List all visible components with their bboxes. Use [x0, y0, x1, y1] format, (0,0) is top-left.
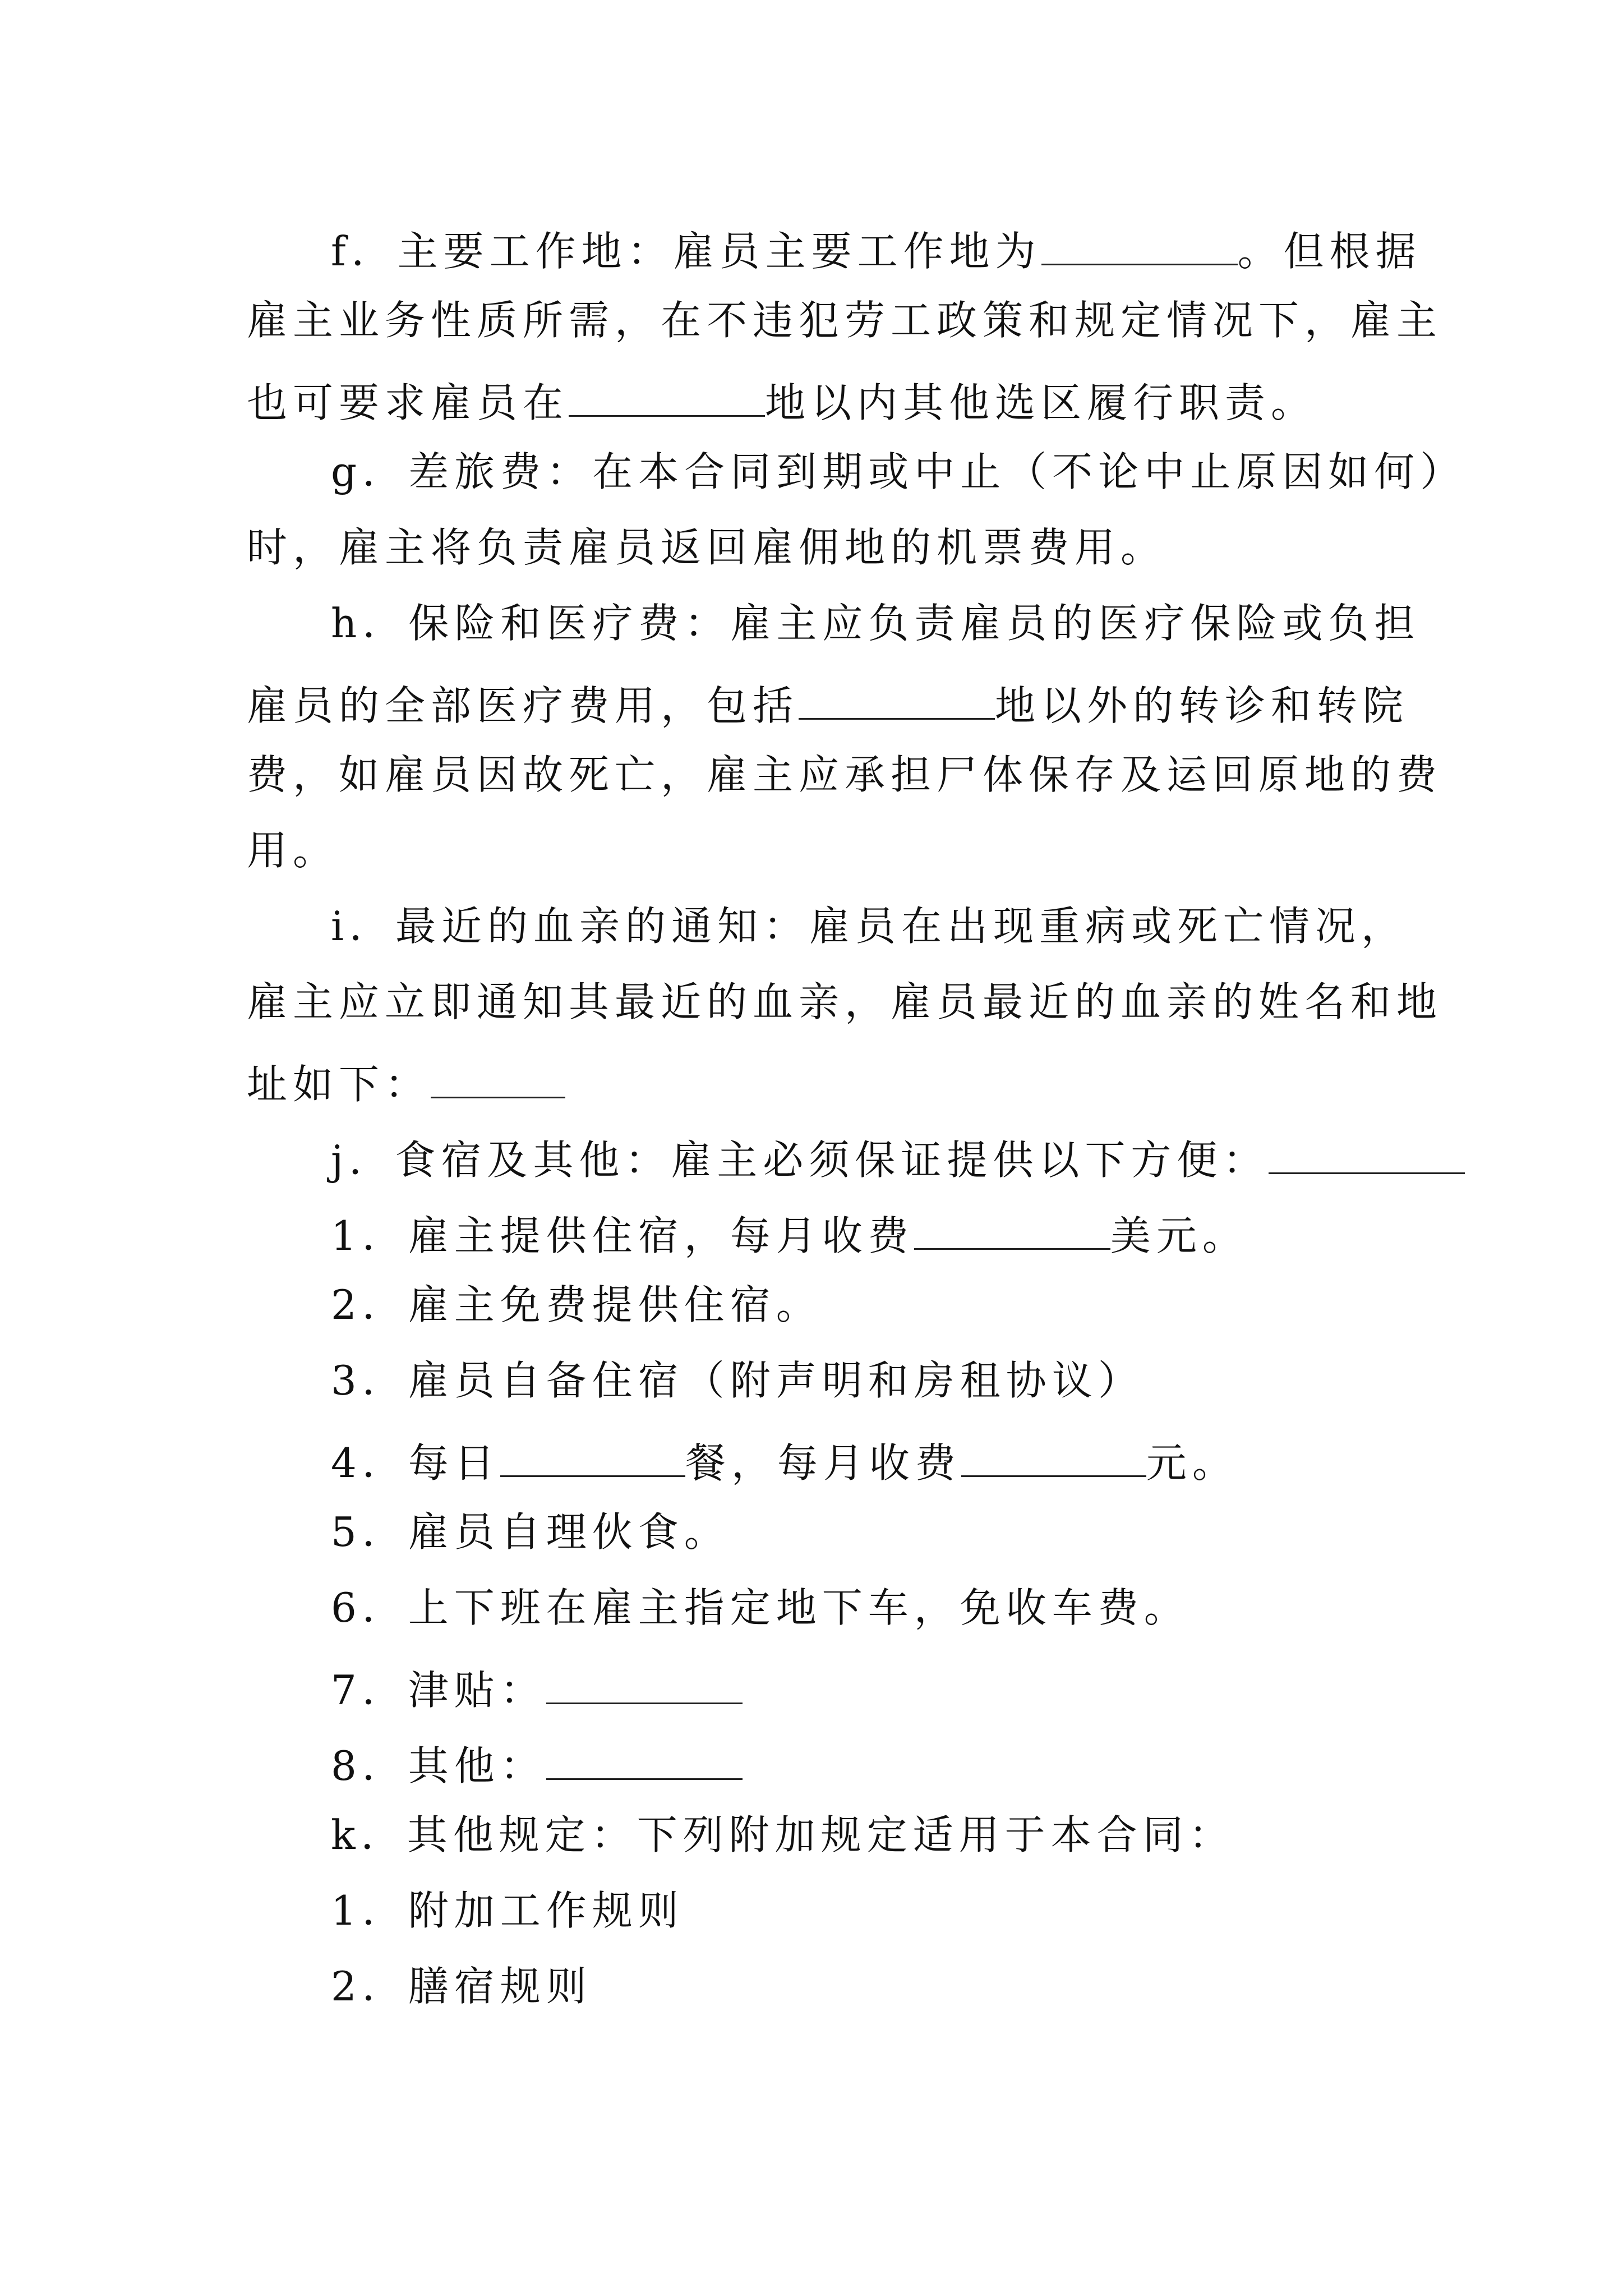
housing-fee-blank[interactable] — [914, 1209, 1110, 1250]
referral-area-blank[interactable] — [799, 679, 995, 720]
clause-h-line-4: 用。 — [247, 827, 339, 874]
item-text: 8．其他： — [331, 1742, 546, 1789]
clause-f-text: f．主要工作地：雇员主要工作地为 — [331, 228, 1041, 275]
item-text: 餐，每月收费 — [685, 1439, 961, 1487]
clause-f-line-3 — [247, 376, 1380, 426]
clause-j-item-6: 6．上下班在雇主指定地下车，免收车费。 — [331, 1584, 1190, 1631]
clause-g-line-2: 时，雇主将负责雇员返回雇佣地的机票费用。 — [247, 524, 1167, 571]
clause-j-item-2: 2．雇主免费提供住宿。 — [331, 1281, 822, 1328]
clause-h-text: 地以外的转诊和转院 — [995, 682, 1409, 729]
clause-i-line-2: 雇主应立即通知其最近的血亲，雇员最近的血亲的姓名和地 — [247, 978, 1443, 1025]
item-text: 元。 — [1146, 1439, 1238, 1487]
clause-f-text: 也可要求雇员在 — [247, 379, 569, 426]
clause-j-text: j．食宿及其他：雇主必须保证提供以下方便： — [331, 1137, 1269, 1184]
item-text: 7．津贴： — [331, 1667, 546, 1714]
clause-f-text: 。但根据 — [1237, 228, 1422, 275]
facilities-blank[interactable] — [1269, 1133, 1465, 1174]
clause-h-text: 雇员的全部医疗费用，包括 — [247, 682, 799, 729]
meal-fee-blank[interactable] — [961, 1436, 1146, 1477]
clause-j-item-8 — [331, 1739, 1380, 1789]
clause-k-heading: k．其他规定：下列附加规定适用于本合同： — [331, 1811, 1235, 1858]
clause-f-line-1 — [331, 224, 1422, 275]
clause-j-item-1 — [331, 1209, 1380, 1259]
clause-f-text: 地以内其他选区履行职责。 — [765, 379, 1317, 426]
clause-k-item-2: 2．膳宿规则 — [331, 1963, 592, 2010]
work-location-blank[interactable] — [1041, 224, 1238, 265]
other-blank[interactable] — [546, 1739, 743, 1780]
clause-h-line-1: h．保险和医疗费：雇主应负责雇员的医疗保险或负担 — [331, 600, 1421, 647]
clause-j-item-3: 3．雇员自备住宿（附声明和房租协议） — [331, 1357, 1144, 1404]
item-text: 美元。 — [1110, 1212, 1248, 1259]
allowance-blank[interactable] — [546, 1663, 743, 1704]
clause-j-item-5: 5．雇员自理伙食。 — [331, 1508, 730, 1556]
clause-h-line-3: 费，如雇员因故死亡，雇主应承担尸体保存及运回原地的费 — [247, 751, 1443, 798]
meals-per-day-blank[interactable] — [500, 1436, 685, 1477]
clause-h-line-2 — [247, 679, 1409, 729]
clause-f-line-2: 雇主业务性质所需，在不违犯劳工政策和规定情况下，雇主 — [247, 297, 1443, 344]
clause-j-heading — [331, 1133, 1380, 1184]
item-text: 1．雇主提供住宿，每月收费 — [331, 1212, 914, 1259]
clause-g-line-1: g．差旅费：在本合同到期或中止（不论中止原因如何） — [331, 448, 1467, 495]
item-text: 4．每日 — [331, 1439, 500, 1487]
clause-i-line-1: i．最近的血亲的通知：雇员在出现重病或死亡情况， — [331, 903, 1408, 950]
clause-k-item-1: 1．附加工作规则 — [331, 1887, 684, 1934]
clause-j-item-7 — [331, 1663, 1380, 1714]
clause-i-text: 址如下： — [247, 1061, 431, 1108]
clause-j-item-4 — [331, 1436, 1380, 1487]
duty-area-blank[interactable] — [569, 376, 765, 417]
clause-i-line-3 — [247, 1057, 1380, 1108]
next-of-kin-blank[interactable] — [431, 1057, 565, 1098]
